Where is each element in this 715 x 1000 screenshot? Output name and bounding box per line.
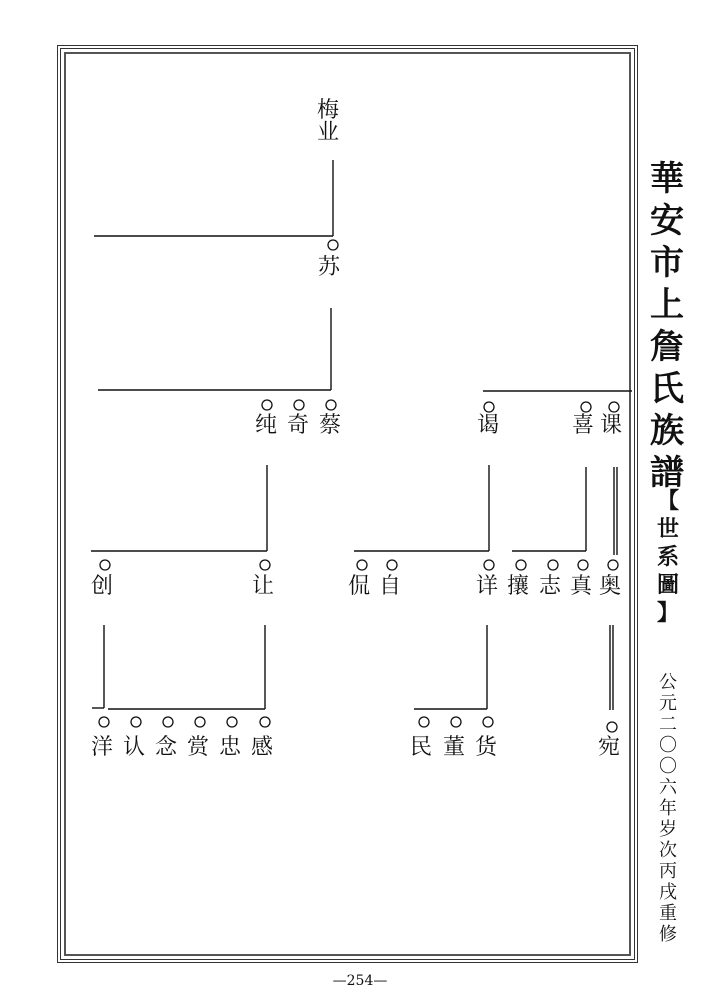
node-circle [262,400,272,410]
person-zi: 自 [378,574,401,599]
person-yang: 洋 [90,735,113,760]
person-ao: 奥 [598,574,621,599]
node-circle [419,717,429,727]
person-xiang: 详 [475,574,498,599]
node-circle [195,717,205,727]
node-circle [548,560,558,570]
person-min: 民 [409,735,432,760]
node-circle [357,560,367,570]
person-rang: 让 [251,574,274,599]
person-kan: 侃 [347,574,370,599]
person-ye: 谒 [476,413,499,438]
person-huo: 货 [474,735,497,760]
person-zhong: 忠 [218,735,241,760]
node-circle [581,402,591,412]
person-meiye: 梅 业 [316,98,339,145]
node-circle [260,717,270,727]
person-chuang: 创 [90,574,113,599]
person-dong: 董 [442,735,465,760]
person-chun: 纯 [254,413,277,438]
person-rang2: 攘 [506,574,529,599]
node-circle [516,560,526,570]
person-yuan: 宛 [597,735,620,760]
section-title: 【 世 系 圖 】 [656,488,679,626]
node-circle [260,560,270,570]
node-circle [483,717,493,727]
node-circle [163,717,173,727]
page-number: —254— [332,973,388,989]
node-circle [131,717,141,727]
node-circle [608,560,618,570]
person-zhi: 志 [538,574,561,599]
person-qi: 奇 [286,413,309,438]
person-ke: 课 [599,413,622,438]
node-circle [100,560,110,570]
node-circle [484,560,494,570]
node-circle [294,400,304,410]
person-su: 苏 [317,255,340,280]
person-ren: 认 [122,735,145,760]
person-cai: 蔡 [318,413,341,438]
node-circle [451,717,461,727]
node-circle [578,560,588,570]
book-title: 華 安 市 上 詹 氏 族 譜 [650,159,684,493]
person-shang: 赏 [186,735,209,760]
person-zhen: 真 [569,574,592,599]
node-circle [607,722,617,732]
node-circle [99,717,109,727]
node-circle [328,240,338,250]
person-xi: 喜 [571,413,594,438]
node-circle [326,400,336,410]
edition-date: 公 元 二 〇 〇 六 年 岁 次 丙 戌 重 修 [659,672,677,945]
person-gan: 感 [250,735,273,760]
node-circle [484,402,494,412]
node-circle [609,402,619,412]
person-nian: 念 [154,735,177,760]
node-circle [227,717,237,727]
node-circle [387,560,397,570]
